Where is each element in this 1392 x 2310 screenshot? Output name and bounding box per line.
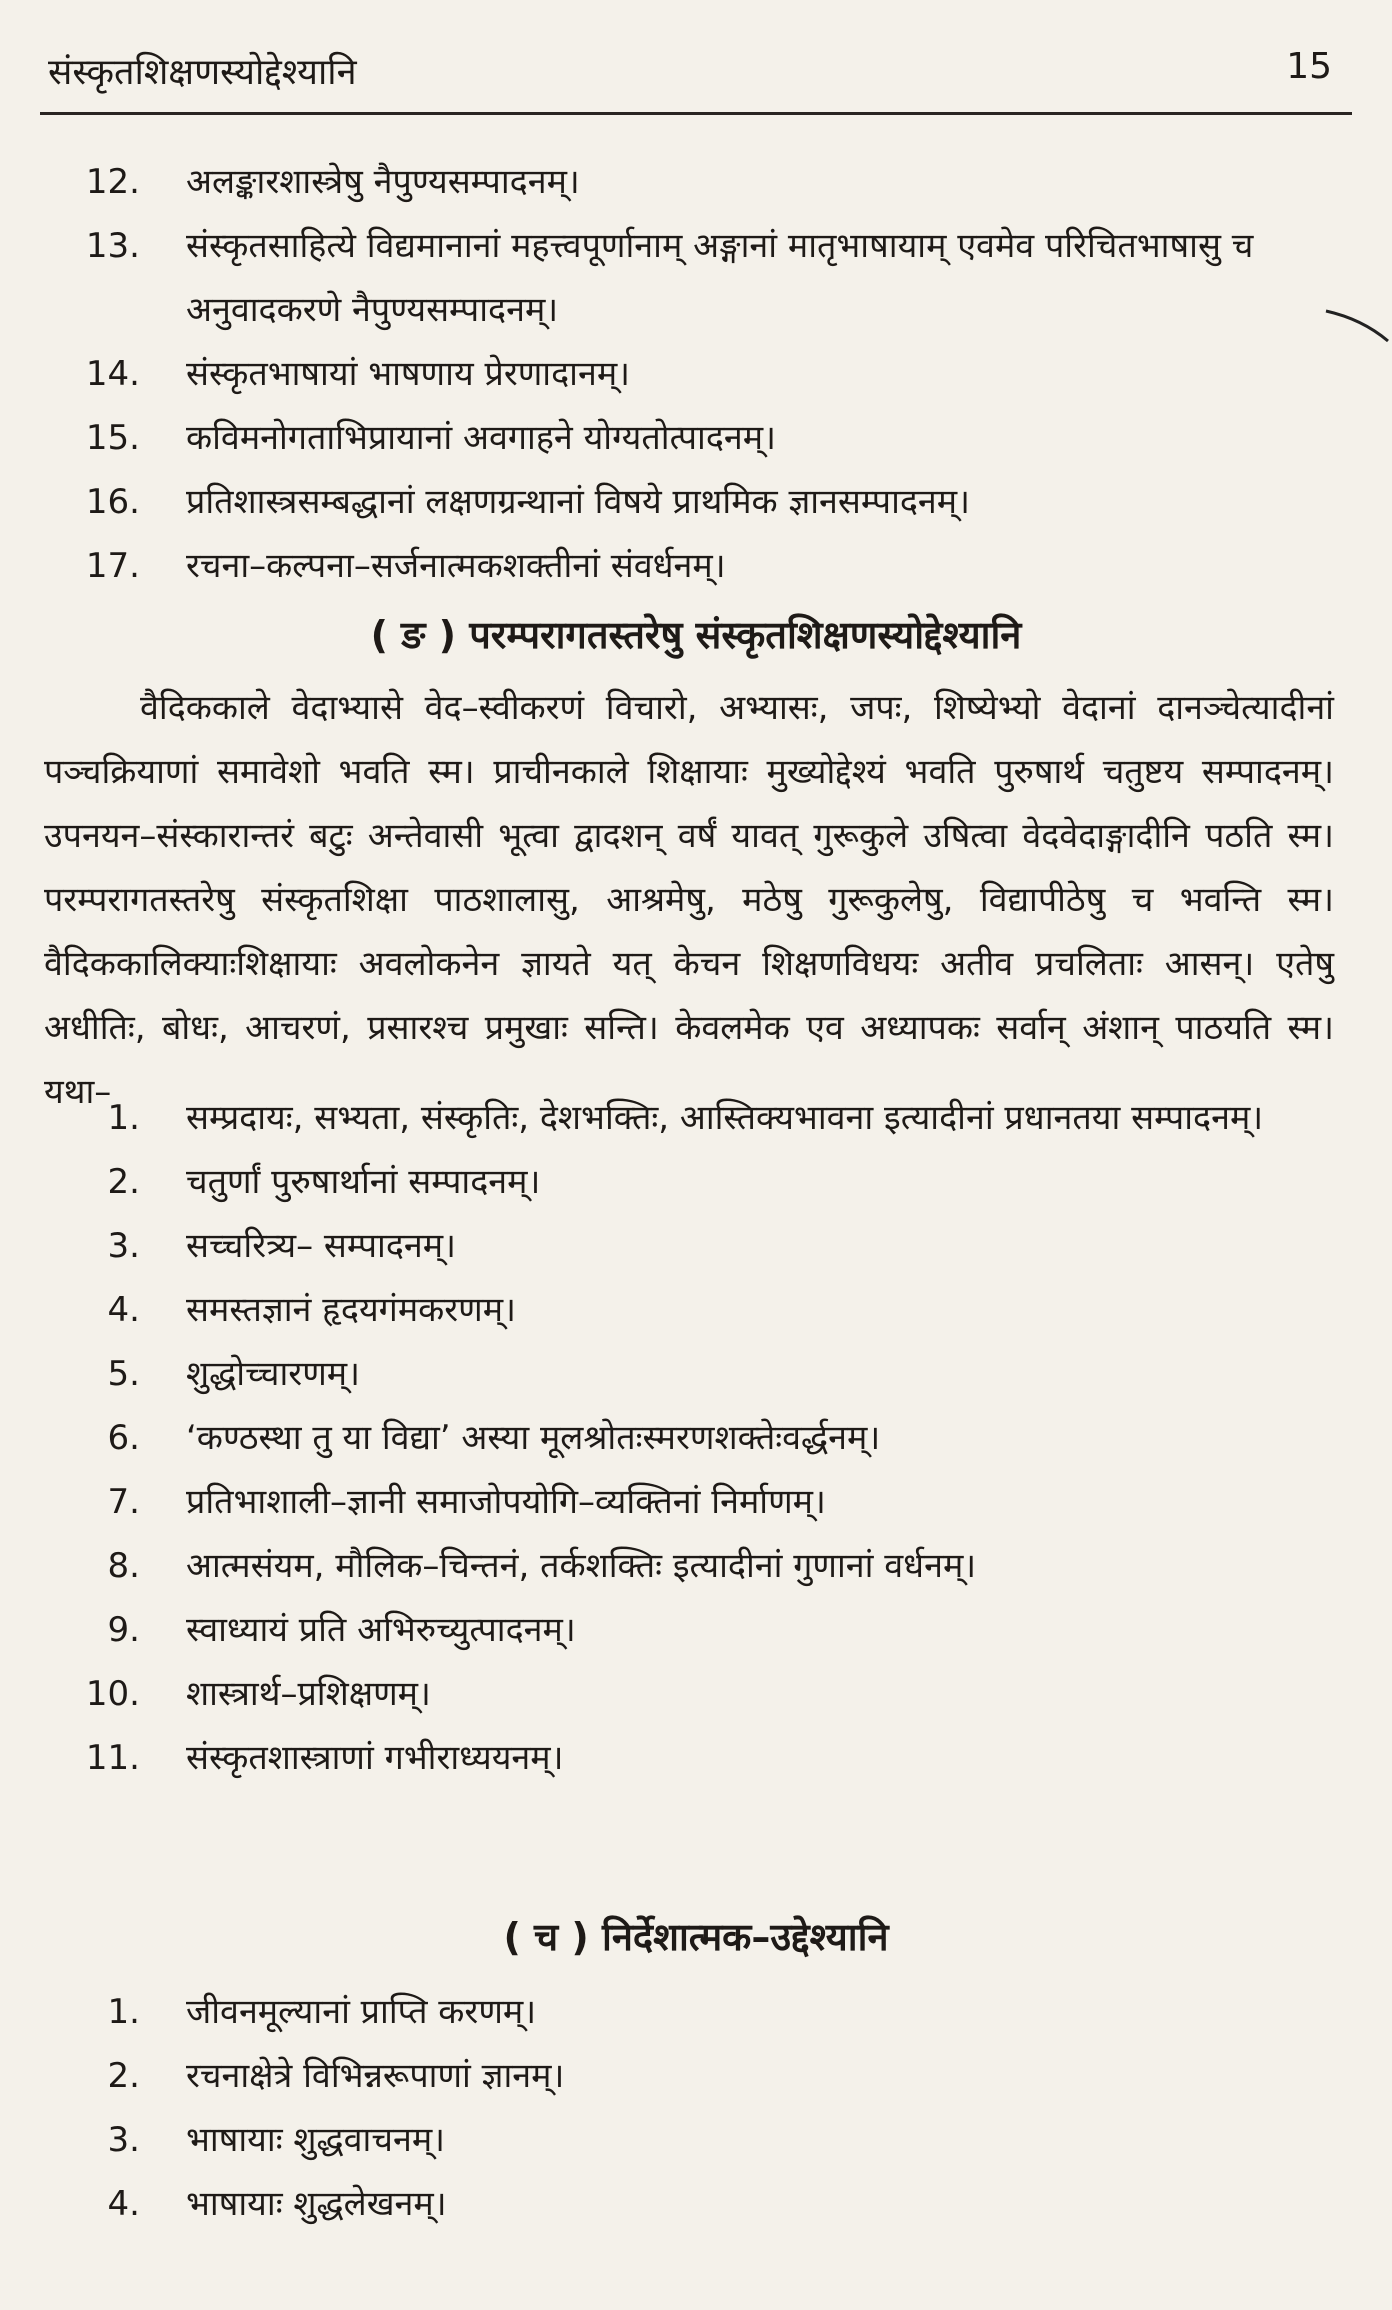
list-item-text: रचनाक्षेत्रे विभिन्नरूपाणां ज्ञानम्। xyxy=(186,2056,565,2096)
list-item xyxy=(48,214,1348,342)
header-rule xyxy=(40,112,1352,115)
list-item-text: सच्चरित्र्य– सम्पादनम्। xyxy=(186,1226,456,1266)
list-item-text: संस्कृतसाहित्ये विद्यमानानां महत्त्वपूर्णानाम् अङ्गानां मातृभाषायाम् एवमेव परिचितभाषासु च अनुवादकरणे नैपुण्यसम्पादनम्। xyxy=(186,226,1254,330)
list-item-number: 3. xyxy=(107,2120,140,2160)
list-item-number: 10. xyxy=(85,1674,140,1714)
list-item xyxy=(48,1726,1348,1790)
list-item xyxy=(48,1150,1348,1214)
list-item-text: जीवनमूल्यानां प्राप्ति करणम्। xyxy=(186,1992,537,2032)
list-item-number: 12. xyxy=(85,162,140,202)
list-item-number: 5. xyxy=(107,1354,140,1394)
list-item xyxy=(48,1662,1348,1726)
list-item-number: 17. xyxy=(85,546,140,586)
list-item-text: आत्मसंयम, मौलिक–चिन्तनं, तर्कशक्तिः इत्यादीनां गुणानां वर्धनम्। xyxy=(186,1546,977,1586)
list-item-number: 15. xyxy=(85,418,140,458)
list-item-number: 2. xyxy=(107,1162,140,1202)
list-item xyxy=(48,1214,1348,1278)
list-item xyxy=(48,1406,1348,1470)
list-item-number: 3. xyxy=(107,1226,140,1266)
list-item-number: 4. xyxy=(107,1290,140,1330)
list-item xyxy=(48,1342,1348,1406)
list-item-text: चतुर्णां पुरुषार्थानां सम्पादनम्। xyxy=(186,1162,541,1202)
list-item xyxy=(48,534,1348,598)
list-item-number: 11. xyxy=(85,1738,140,1778)
list-item-number: 16. xyxy=(85,482,140,522)
section-paragraph: वैदिककाले वेदाभ्यासे वेद–स्वीकरणं विचारो, अभ्यासः, जपः, शिष्येभ्यो वेदानां दानञ्चेत्यादीनां पञ्चक्रियाणां समावेशो भवति स्म। प्राचीनकाले शिक्षायाः मुख्योद्देश्यं भवति पुरुषार्थ चतुष्टय सम्पादनम्। उपनयन–संस्कारान्तरं बटुः अन्तेवासी भूत्वा द्वादशन् वर्षं यावत् गुरूकुले उषित्वा वेदवेदाङ्गादीनि पठति स्म। परम्परागतस्तरेषु संस्कृतशिक्षा पाठशालासु, आश्रमेषु, मठेषु गुरूकुलेषु, विद्यापीठेषु च भवन्ति स्म। वैदिककालिक्याःशिक्षायाः अवलोकनेन ज्ञायते यत् केचन शिक्षणविधयः अतीव प्रचलिताः आसन्। एतेषु अधीतिः, बोधः, आचरणं, प्रसारश्च प्रमुखाः सन्ति। केवलमेक एव अध्यापकः सर्वान् अंशान् पाठयति स्म। यथा– xyxy=(44,688,1334,1112)
list-item-text: अलङ्कारशास्त्रेषु नैपुण्यसम्पादनम्। xyxy=(186,162,580,202)
list-item xyxy=(48,1980,1348,2044)
list-item-number: 6. xyxy=(107,1418,140,1458)
list-item-text: प्रतिभाशाली–ज्ञानी समाजोपयोगि–व्यक्तिनां निर्माणम्। xyxy=(186,1482,826,1522)
list-item-number: 9. xyxy=(107,1610,140,1650)
list-item-text: संस्कृतभाषायां भाषणाय प्रेरणादानम्। xyxy=(186,354,631,394)
list-item xyxy=(48,470,1348,534)
list-item-text: शास्त्रार्थ–प्रशिक्षणम्। xyxy=(186,1674,431,1714)
list-item-text: समस्तज्ञानं हृदयगंमकरणम्। xyxy=(186,1290,516,1330)
list-item-number: 1. xyxy=(107,1098,140,1138)
list-item xyxy=(48,1278,1348,1342)
list-item-number: 13. xyxy=(85,226,140,266)
list-item xyxy=(48,342,1348,406)
list-item xyxy=(48,150,1348,214)
list-item-number: 1. xyxy=(107,1992,140,2032)
list-item-number: 14. xyxy=(85,354,140,394)
directive-objectives-list xyxy=(48,1980,1348,2236)
running-head-title: संस्कृतशिक्षणस्योद्देश्यानि xyxy=(48,52,357,93)
list-item xyxy=(48,1086,1348,1150)
list-item xyxy=(48,1470,1348,1534)
list-item xyxy=(48,1534,1348,1598)
list-item-text: भाषायाः शुद्धलेखनम्। xyxy=(186,2184,447,2224)
list-item xyxy=(48,406,1348,470)
list-item-text: भाषायाः शुद्धवाचनम्। xyxy=(186,2120,446,2160)
list-item-text: संस्कृतशास्त्राणां गभीराध्ययनम्। xyxy=(186,1738,564,1778)
traditional-objectives-list xyxy=(48,1086,1348,1790)
running-head xyxy=(48,46,1332,102)
list-item-text: स्वाध्यायं प्रति अभिरुच्युत्पादनम्। xyxy=(186,1610,576,1650)
list-item xyxy=(48,1598,1348,1662)
list-item-text: सम्प्रदायः, सभ्यता, संस्कृतिः, देशभक्तिः, आस्तिक्यभावना इत्यादीनां प्रधानतया सम्पादनम्। xyxy=(186,1098,1264,1138)
section-heading-traditional: ( ङ ) परम्परागतस्तरेषु संस्कृतशिक्षणस्योद्देश्यानि xyxy=(370,613,1022,657)
list-item xyxy=(48,2044,1348,2108)
list-item-text: प्रतिशास्त्रसम्बद्धानां लक्षणग्रन्थानां विषये प्राथमिक ज्ञानसम्पादनम्। xyxy=(186,482,971,522)
list-item-number: 4. xyxy=(107,2184,140,2224)
list-item-text: कविमनोगताभिप्रायानां अवगाहने योग्यतोत्पादनम्। xyxy=(186,418,776,458)
list-item-number: 2. xyxy=(107,2056,140,2096)
section-heading-directive: ( च ) निर्देशात्मक–उद्देश्यानि xyxy=(503,1915,889,1959)
list-item-number: 7. xyxy=(107,1482,140,1522)
page-number: 15 xyxy=(1286,46,1332,87)
list-item-number: 8. xyxy=(107,1546,140,1586)
objectives-list-continued xyxy=(48,150,1348,598)
list-item xyxy=(48,2172,1348,2236)
list-item-text: रचना–कल्पना–सर्जनात्मकशक्तीनां संवर्धनम्। xyxy=(186,546,726,586)
list-item-text: शुद्धोच्चारणम्। xyxy=(186,1354,361,1394)
list-item xyxy=(48,2108,1348,2172)
list-item-text: ‘कण्ठस्था तु या विद्या’ अस्या मूलश्रोतःस्मरणशक्तेःवर्द्धनम्। xyxy=(186,1418,881,1458)
